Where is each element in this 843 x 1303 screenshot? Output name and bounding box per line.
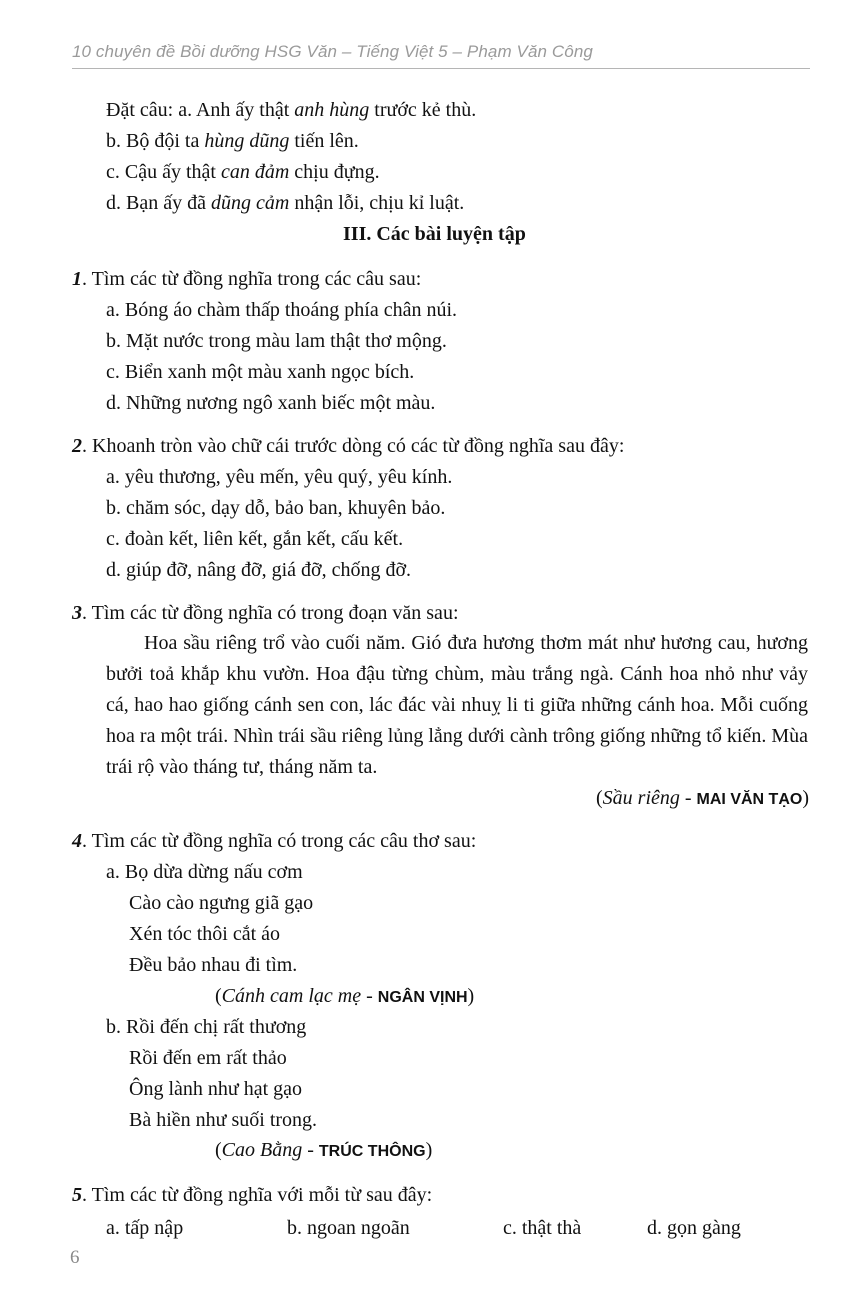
source-author: MAI VĂN TẠO	[696, 791, 803, 808]
example-word: can đảm	[220, 161, 290, 183]
exercise-2-item-c: c. đoàn kết, liên kết, gắn kết, cấu kết.	[106, 528, 404, 550]
exercise-1-item-d: d. Những nương ngô xanh biếc một màu.	[106, 392, 436, 414]
example-sentence-a	[106, 98, 476, 122]
source-paren: )	[802, 787, 809, 809]
poem-b-line-4: Bà hiền như suối trong.	[129, 1109, 318, 1131]
source-author: NGÂN VỊNH	[377, 989, 468, 1006]
example-text: c. Cậu ấy thật	[106, 161, 221, 183]
exercise-prompt-text: . Tìm các từ đồng nghĩa trong các câu sau:	[82, 268, 422, 290]
exercise-number: 2	[72, 435, 82, 457]
exercise-prompt-text: . Khoanh tròn vào chữ cái trước dòng có các từ đồng nghĩa sau đây:	[82, 435, 625, 457]
header-divider	[72, 68, 810, 69]
example-text: tiến lên.	[289, 130, 359, 152]
source-paren: )	[467, 985, 475, 1007]
example-text: b. Bộ đội ta	[106, 130, 205, 152]
source-title: Cánh cam lạc mẹ	[221, 985, 362, 1007]
poem-b-line-3: Ông lành như hạt gạo	[129, 1078, 303, 1100]
exercise-prompt-text: . Tìm các từ đồng nghĩa có trong đoạn văn sau:	[82, 602, 459, 624]
exercise-1-item-a: a. Bóng áo chàm thấp thoáng phía chân núi.	[106, 299, 458, 321]
exercise-prompt-text: . Tìm các từ đồng nghĩa với mỗi từ sau đây:	[82, 1184, 433, 1206]
exercise-3-source	[596, 786, 809, 812]
example-text: d. Bạn ấy đã	[106, 192, 211, 214]
exercise-5-item-b: b. ngoan ngoãn	[287, 1217, 410, 1239]
example-text: nhận lỗi, chịu kỉ luật.	[289, 192, 465, 214]
exercise-5-prompt	[72, 1183, 432, 1207]
exercise-1-item-b: b. Mặt nước trong màu lam thật thơ mộng.	[106, 330, 447, 352]
source-dash: -	[361, 985, 378, 1007]
source-paren: (	[215, 1139, 222, 1161]
source-dash: -	[302, 1139, 319, 1161]
example-word: hùng dũng	[204, 130, 290, 152]
poem-a-line-4: Đều bảo nhau đi tìm.	[129, 954, 298, 976]
source-title: Cao Bằng	[221, 1139, 303, 1161]
exercise-2-prompt	[72, 434, 624, 458]
example-word: anh hùng	[294, 99, 370, 121]
exercise-2-item-b: b. chăm sóc, dạy dỗ, bảo ban, khuyên bảo.	[106, 497, 446, 519]
example-word: dũng cảm	[210, 192, 290, 214]
source-title: Sầu riêng	[602, 787, 680, 809]
source-paren: )	[425, 1139, 433, 1161]
exercise-number: 4	[72, 830, 82, 852]
exercise-prompt-text: . Tìm các từ đồng nghĩa có trong các câu thơ sau:	[82, 830, 477, 852]
exercise-5-item-a: a. tấp nập	[106, 1217, 184, 1239]
example-sentence-b	[106, 129, 359, 153]
example-text: chịu đựng.	[289, 161, 380, 183]
exercise-number: 5	[72, 1184, 82, 1206]
example-sentence-d	[106, 191, 464, 215]
example-text: trước kẻ thù.	[369, 99, 477, 121]
source-author: TRÚC THÔNG	[318, 1143, 426, 1160]
poem-a-source	[215, 984, 474, 1010]
exercise-5-item-c: c. thật thà	[503, 1217, 582, 1239]
exercise-number: 3	[72, 602, 82, 624]
poem-a-line-1: a. Bọ dừa dừng nấu cơm	[106, 861, 303, 883]
source-paren: (	[215, 985, 222, 1007]
poem-b-line-1: b. Rồi đến chị rất thương	[106, 1016, 307, 1038]
poem-a-line-2: Cào cào ngưng giã gạo	[129, 892, 314, 914]
exercise-2-item-d: d. giúp đỡ, nâng đỡ, giá đỡ, chống đỡ.	[106, 559, 412, 581]
exercise-3-prompt	[72, 601, 459, 625]
section-title: III. Các bài luyện tập	[343, 223, 526, 245]
running-header: 10 chuyên đề Bồi dưỡng HSG Văn – Tiếng Việt 5 – Phạm Văn Công	[72, 42, 593, 61]
exercise-2-item-a: a. yêu thương, yêu mến, yêu quý, yêu kính.	[106, 466, 453, 488]
exercise-1-prompt	[72, 267, 421, 291]
example-text: Đặt câu: a. Anh ấy thật	[106, 99, 295, 121]
page-number: 6	[70, 1247, 80, 1268]
source-paren: (	[595, 787, 603, 809]
exercise-3-passage: Hoa sầu riêng trổ vào cuối năm. Gió đưa hương thơm mát như hương cau, hương bưởi toả khắp khu vườn. Hoa đậu từng chùm, màu trắng ngà. Cánh hoa nhỏ như vảy cá, hao hao giống cánh sen con, lác đác vài nhuỵ li ti giữa những cánh hoa. Mỗi cuống hoa ra một trái. Nhìn trái sầu riêng lủng lẳng dưới cành trông giống những tổ kiến. Mùa trái rộ vào tháng tư, tháng năm ta.	[106, 632, 808, 778]
exercise-1-item-c: c. Biển xanh một màu xanh ngọc bích.	[106, 361, 415, 383]
exercise-number: 1	[72, 268, 82, 290]
poem-a-line-3: Xén tóc thôi cắt áo	[129, 923, 281, 945]
exercise-5-item-d: d. gọn gàng	[647, 1217, 741, 1239]
example-sentence-c	[106, 160, 380, 184]
exercise-4-prompt	[72, 829, 476, 853]
poem-b-source	[215, 1138, 432, 1164]
poem-b-line-2: Rồi đến em rất thảo	[129, 1047, 287, 1069]
source-dash: -	[679, 787, 697, 809]
